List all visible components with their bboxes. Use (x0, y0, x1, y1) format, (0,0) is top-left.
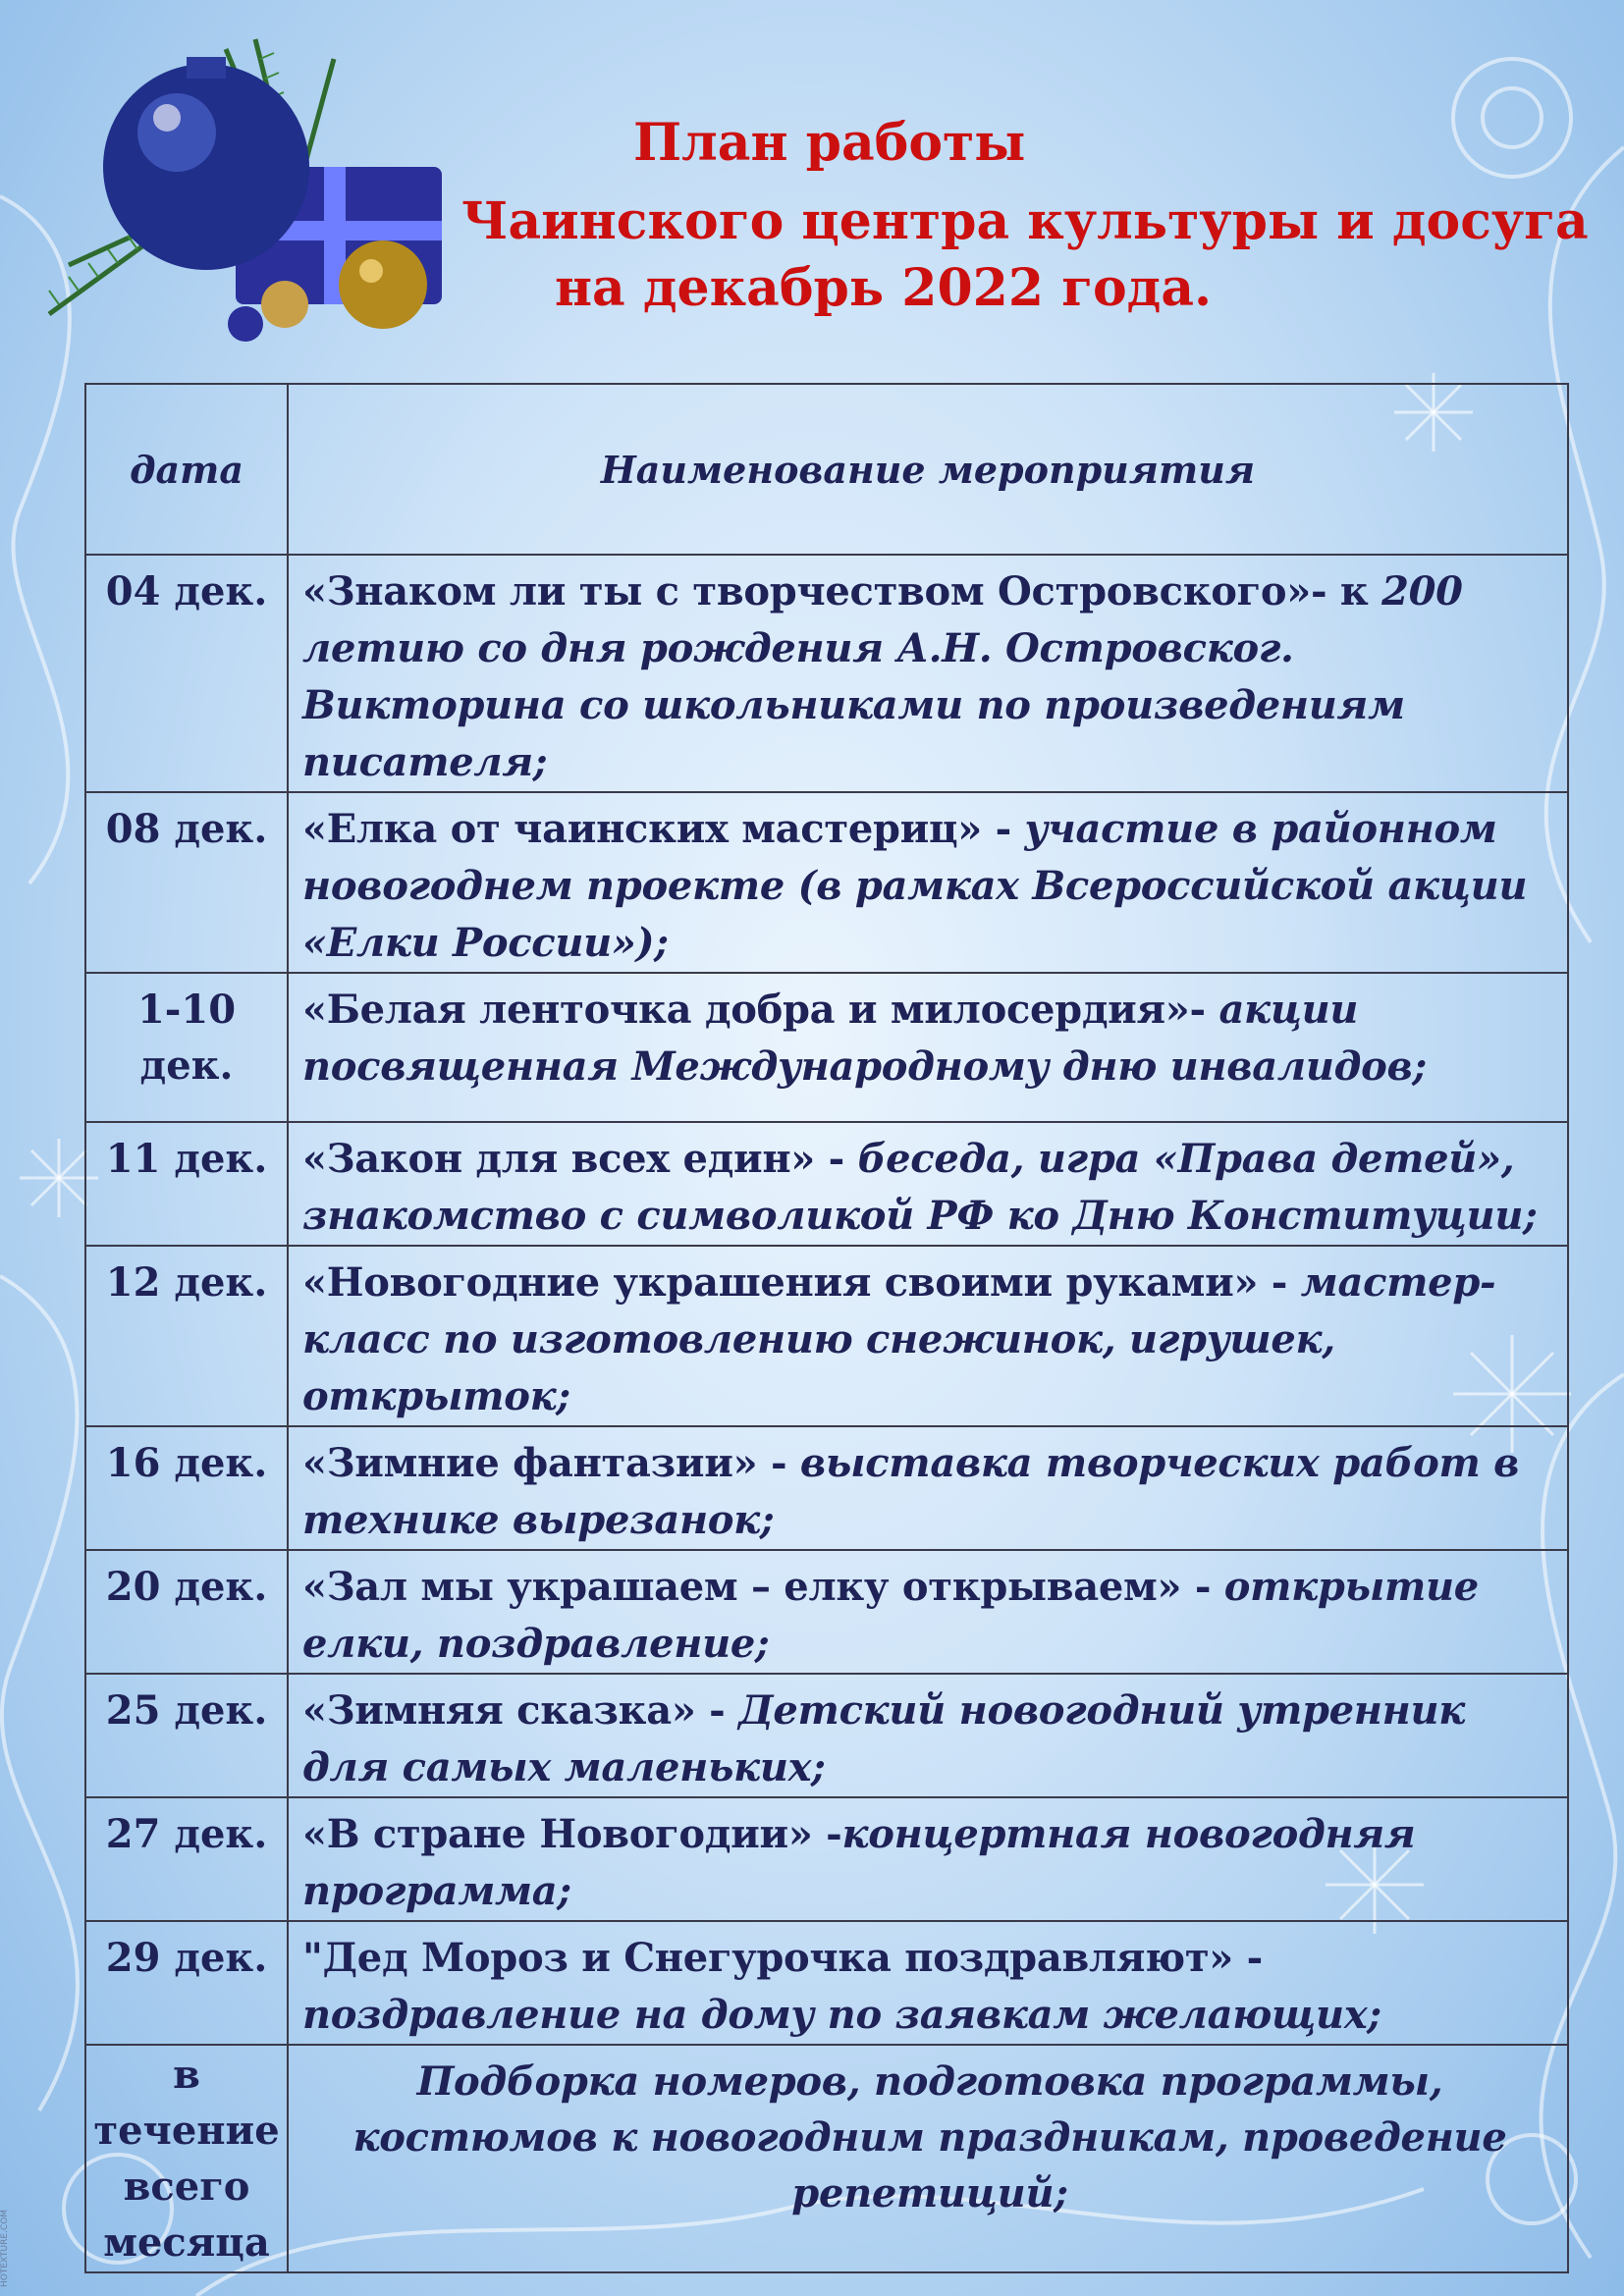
title-line-1: План работы (633, 113, 1026, 173)
header-event: Наименование мероприятия (288, 384, 1568, 555)
watermark-text: HOTEXTURE.COM (0, 2209, 10, 2287)
table-row (85, 973, 1568, 1122)
event-date: 08 дек. (85, 792, 288, 973)
event-date: 20 дек. (85, 1550, 288, 1674)
event-cell (288, 1797, 1568, 1921)
header-date: дата (85, 384, 288, 555)
event-name: «Зал мы украшаем – елку открываем» - (302, 1564, 1224, 1610)
table-row (85, 792, 1568, 973)
event-cell (288, 1921, 1568, 2045)
event-description: мастер-класс по изготовлению снежинок, игрушек, открыток; (302, 1259, 1496, 1419)
christmas-ornament-decoration (39, 20, 461, 353)
event-name: «В стране Новогодии» - (302, 1811, 842, 1857)
event-cell (288, 1426, 1568, 1550)
table-row (85, 1426, 1568, 1550)
event-description: 200 летию со дня рождения А.Н. Островског. Викторина со школьниками по произведениям писателя; (302, 568, 1463, 785)
table-row (85, 1921, 1568, 2045)
title-line-3: на декабрь 2022 года. (555, 258, 1213, 318)
title-line-2: Чаинского центра культуры и досуга (461, 191, 1589, 251)
event-description: открытие елки, поздравление; (302, 1564, 1479, 1667)
event-cell (288, 1550, 1568, 1674)
event-date: в течение всего месяца (85, 2045, 288, 2272)
event-cell (288, 1674, 1568, 1797)
event-description: Подборка номеров, подготовка программы, костюмов к новогодним праздникам, проведение репетиций; (288, 2045, 1568, 2272)
event-date: 1-10 дек. (85, 973, 288, 1122)
event-description: акции посвященная Международному дню инвалидов; (302, 987, 1427, 1090)
table-row-last (85, 2045, 1568, 2272)
event-date: 04 дек. (85, 555, 288, 792)
table-row (85, 1122, 1568, 1246)
event-name: «Белая ленточка добра и милосердия»- (302, 987, 1219, 1033)
event-description: беседа, игра «Права детей», знакомство с символикой РФ ко Дню Конституции; (302, 1136, 1538, 1239)
event-date: 11 дек. (85, 1122, 288, 1246)
event-date: 16 дек. (85, 1426, 288, 1550)
event-cell (288, 973, 1568, 1122)
event-cell (288, 1122, 1568, 1246)
event-name: «Новогодние украшения своими руками» - (302, 1259, 1301, 1306)
table-row (85, 1550, 1568, 1674)
event-name: «Знаком ли ты с творчеством Островского»- к (302, 568, 1382, 614)
event-date: 12 дек. (85, 1246, 288, 1426)
table-row (85, 1246, 1568, 1426)
event-cell (288, 1246, 1568, 1426)
event-description: концертная новогодняя программа; (302, 1811, 1416, 1914)
table-header-row (85, 384, 1568, 555)
event-name: «Елка от чаинских мастериц» - (302, 806, 1025, 852)
event-date: 29 дек. (85, 1921, 288, 2045)
event-cell (288, 792, 1568, 973)
events-table (84, 383, 1569, 2273)
event-date: 25 дек. (85, 1674, 288, 1797)
table-row (85, 1797, 1568, 1921)
event-name: "Дед Мороз и Снегурочка поздравляют» - (302, 1935, 1263, 1981)
table-row (85, 555, 1568, 792)
event-description: поздравление на дому по заявкам желающих; (302, 1992, 1381, 2038)
table-row (85, 1674, 1568, 1797)
event-description: участие в районном новогоднем проекте (в рамках Всероссийской акции «Елки России»); (302, 806, 1528, 966)
event-date: 27 дек. (85, 1797, 288, 1921)
event-name: «Зимняя сказка» - (302, 1687, 739, 1734)
event-cell (288, 555, 1568, 792)
event-name: «Закон для всех един» - (302, 1136, 858, 1182)
event-description: Детский новогодний утренник для самых маленьких; (302, 1687, 1466, 1790)
event-description: выставка творческих работ в технике вырезанок; (302, 1440, 1520, 1543)
event-name: «Зимние фантазии» - (302, 1440, 800, 1486)
